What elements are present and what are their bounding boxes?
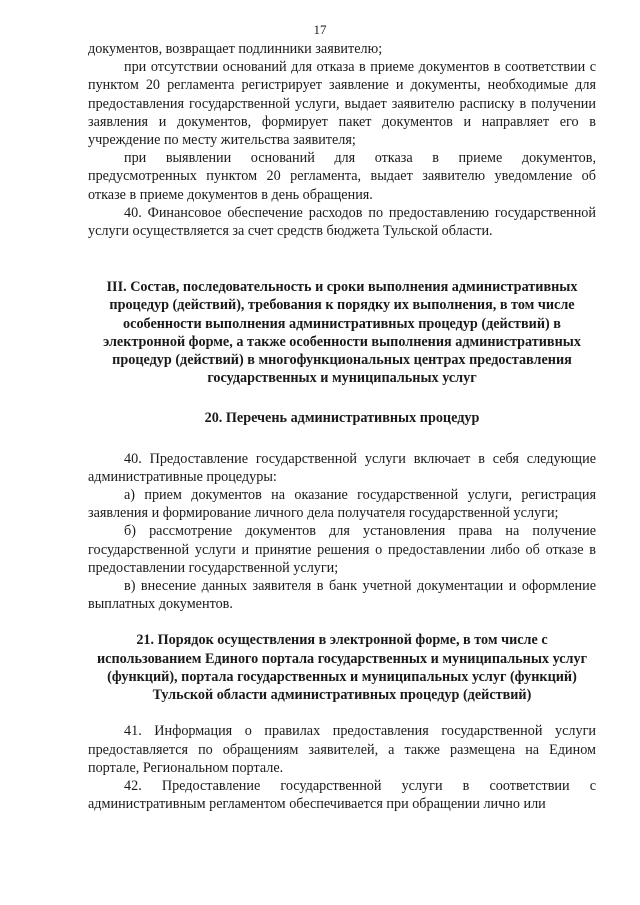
list-item: б) рассмотрение документов для установления права на получение государственной услуги и принятие решения о предоставлении либо об отказе в предоставлении государственной услуги;	[88, 523, 596, 576]
paragraph: при отсутствии оснований для отказа в приеме документов в соответствии с пунктом 20 регламента регистрирует заявление и документы, необходимые для предоставления государственной услуги, выдает заявителю расписку в получении заявления и документов, формирует пакет документов и направляет его в учреждение по месту жительства заявителя;	[88, 59, 596, 149]
list-item: а) прием документов на оказание государственной услуги, регистрация заявления и формирование личного дела получателя государственной услуги;	[88, 487, 596, 522]
paragraph: 40. Предоставление государственной услуги включает в себя следующие административные процедуры:	[88, 450, 596, 485]
paragraph: при выявлении оснований для отказа в приеме документов, предусмотренных пунктом 20 регламента, выдает заявителю уведомление об отказе в приеме документов в день обращения.	[88, 150, 596, 203]
paragraph: 42. Предоставление государственной услуги в соответствии с административным регламентом обеспечивается при обращении лично или	[88, 777, 596, 813]
subsection-heading-21: 21. Порядок осуществления в электронной форме, в том числе с использованием Единого портала государственных и муниципальных услуг (функций), портала государственных и муниципальных услуг (функций) Тульской области административных процедур (действий)	[96, 632, 588, 704]
document-body	[88, 40, 596, 813]
subsection-heading-20: 20. Перечень административных процедур	[204, 410, 480, 427]
paragraph: 41. Информация о правилах предоставления государственной услуги предоставляется по обращениям заявителей, а также размещена на Едином портале, Региональном портале.	[88, 723, 596, 776]
paragraph: документов, возвращает подлинники заявителю;	[88, 41, 383, 57]
list-item: в) внесение данных заявителя в банк учетной документации и оформление выплатных документов.	[88, 578, 596, 613]
paragraph: 40. Финансовое обеспечение расходов по предоставлению государственной услуги осуществляется за счет средств бюджета Тульской области.	[88, 204, 596, 240]
page-number: 17	[313, 22, 327, 37]
section-heading: III. Состав, последовательность и сроки выполнения административных процедур (действий), требования к порядку их выполнения, в том числе особенности выполнения административных процедур (действий) в электронной форме, а также особенности выполнения административных процедур (действий) в многофункциональных центрах предоставления государственных и муниципальных услуг	[103, 279, 581, 387]
